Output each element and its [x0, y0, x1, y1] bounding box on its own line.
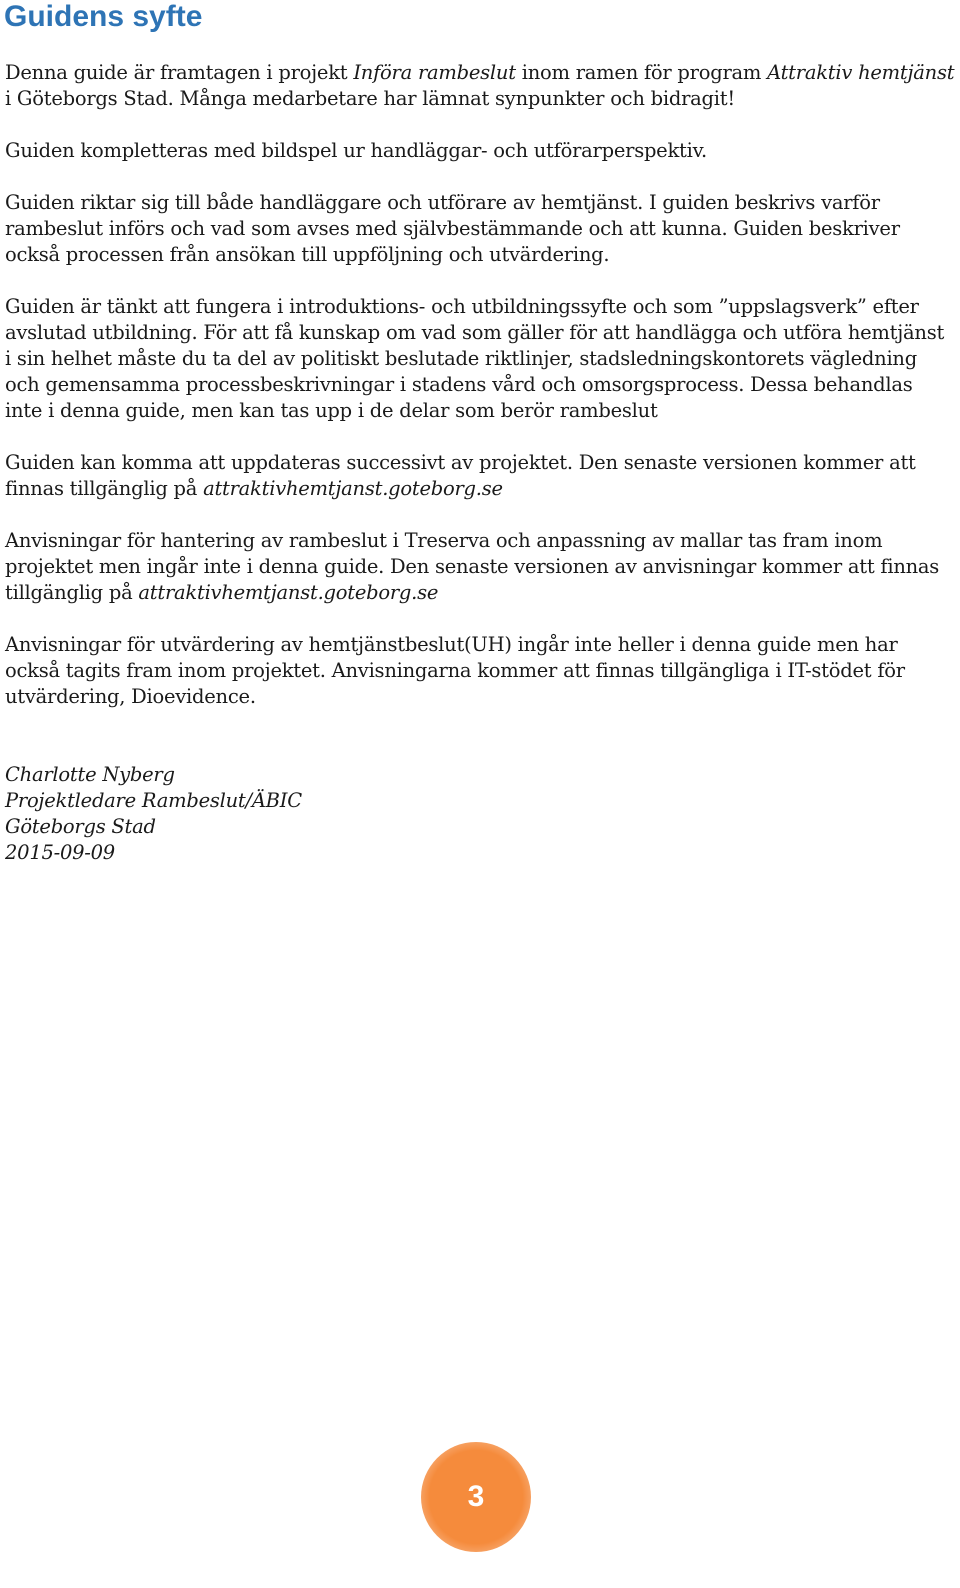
- signature-organization: Göteborgs Stad: [5, 815, 156, 838]
- project-name: Införa rambeslut: [353, 61, 516, 84]
- signature-date: 2015-09-09: [5, 841, 115, 864]
- paragraph-audience: Guiden riktar sig till både handläggare och utförare av hemtjänst. I guiden beskrivs varför rambeslut införs och vad som avses med självbestämmande och att kunna. Guiden beskriver också processen från ansökan till uppföljning och utvärdering.: [5, 191, 900, 266]
- paragraph-intro: [5, 60, 955, 112]
- paragraph-intro-text-2: inom ramen för program: [515, 61, 768, 84]
- website-link: attraktivhemtjanst.goteborg.se: [203, 477, 503, 500]
- document-body: [5, 60, 955, 866]
- page-number: 3: [467, 1480, 485, 1513]
- paragraph-updates: [5, 450, 955, 502]
- signature-block: [5, 762, 955, 866]
- website-link: attraktivhemtjanst.goteborg.se: [138, 581, 439, 604]
- program-name: Attraktiv hemtjänst: [767, 61, 955, 84]
- page-title: Guidens syfte: [4, 0, 203, 33]
- paragraph-updates-text: Guiden kan komma att uppdateras successivt av projektet. Den senaste versionen kommer att finnas tillgänglig på: [5, 451, 916, 500]
- paragraph-intro-text-1: Denna guide är framtagen i projekt: [5, 61, 354, 84]
- paragraph-intro-text-3: i Göteborgs Stad. Många medarbetare har lämnat synpunkter och bidragit!: [5, 87, 735, 110]
- signature-role: Projektledare Rambeslut/ÄBIC: [5, 789, 302, 812]
- signature-name: Charlotte Nyberg: [5, 763, 175, 786]
- page-number-badge: [421, 1442, 531, 1552]
- paragraph-treserva-text: Anvisningar för hantering av rambeslut i Treserva och anpassning av mallar tas fram inom projektet men ingår inte i denna guide. Den senaste versionen av anvisningar kommer att finnas tillgänglig på: [5, 529, 940, 604]
- paragraph-evaluation: Anvisningar för utvärdering av hemtjänstbeslut(UH) ingår inte heller i denna guide men har också tagits fram inom projektet. Anvisningarna kommer att finnas tillgängliga i IT-stödet för utvärdering, Dioevidence.: [5, 633, 905, 708]
- paragraph-purpose: Guiden är tänkt att fungera i introduktions- och utbildningssyfte och som ”uppslagsverk” efter avslutad utbildning. För att få kunskap om vad som gäller för att handlägga och utföra hemtjänst i sin helhet måste du ta del av politiskt beslutade riktlinjer, stadsledningskontorets vägledning och gemensamma processbeskrivningar i stadens vård och omsorgsprocess. Dessa behandlas inte i denna guide, men kan tas upp i de delar som berör rambeslut: [5, 295, 945, 422]
- paragraph-supplement: Guiden kompletteras med bildspel ur handläggar- och utförarperspektiv.: [5, 139, 708, 162]
- paragraph-treserva: [5, 528, 955, 606]
